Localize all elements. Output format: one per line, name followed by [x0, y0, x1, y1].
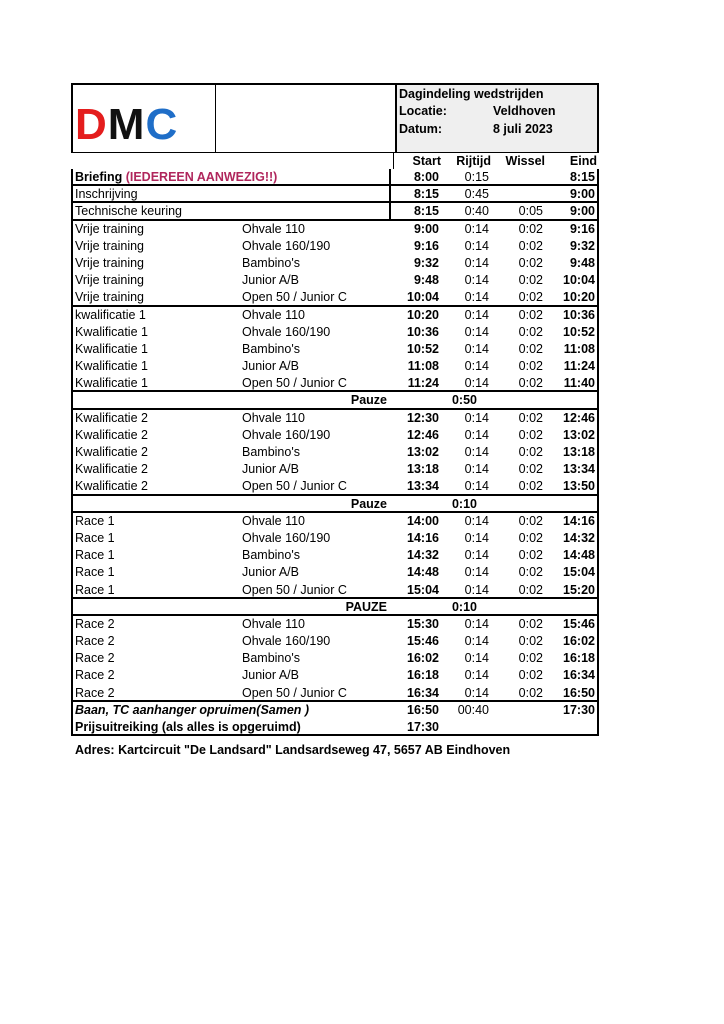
start-time-cell: 13:02: [407, 445, 439, 459]
wissel-cell: 0:02: [518, 221, 543, 236]
logo-letter-m: M: [107, 100, 146, 149]
activity-cell: Kwalificatie 2: [75, 410, 148, 425]
start-time-cell: 14:00: [407, 513, 439, 528]
wissel-cell: 0:05: [518, 204, 543, 219]
wissel-cell: 0:02: [518, 462, 543, 477]
schedule-row: [71, 547, 599, 564]
rijtijd-cell: 0:14: [464, 479, 489, 494]
activity-cell: Kwalificatie 1: [75, 376, 148, 391]
group-cell: Open 50 / Junior C: [242, 582, 347, 597]
schedule-row: [71, 616, 599, 633]
activity-cell: Race 1: [75, 582, 115, 597]
start-time-cell: 9:16: [413, 238, 439, 253]
start-time-cell: 14:32: [407, 548, 439, 563]
schedule-row: [71, 203, 599, 220]
rijtijd-cell: 0:14: [464, 359, 489, 374]
end-time-cell: 9:32: [569, 238, 595, 253]
logo-cell: [73, 85, 215, 152]
end-time-cell: 16:50: [563, 685, 595, 700]
activity-cell: kwalificatie 1: [75, 307, 146, 322]
activity-cell: Kwalificatie 2: [75, 462, 148, 477]
header-blank-cell: [215, 85, 396, 152]
schedule-row: [71, 186, 599, 203]
rijtijd-cell: 0:14: [464, 513, 489, 528]
rijtijd-cell: 0:14: [464, 255, 489, 270]
wissel-cell: 0:02: [518, 238, 543, 253]
column-rijtijd: Rijtijd: [456, 154, 491, 168]
group-cell: Open 50 / Junior C: [242, 685, 347, 700]
schedule-row: [71, 272, 599, 289]
datum-value: 8 juli 2023: [493, 122, 553, 136]
schedule-row: [71, 255, 599, 272]
schedule-row: [71, 358, 599, 375]
wissel-cell: 0:02: [518, 616, 543, 631]
group-cell: Ohvale 160/190: [242, 634, 331, 649]
schedule-row: [71, 410, 599, 427]
schedule-row: [71, 564, 599, 581]
start-time-cell: 14:16: [407, 530, 439, 545]
rijtijd-cell: 0:14: [464, 530, 489, 545]
activity-cell: Vrije training: [75, 238, 145, 253]
group-cell: Ohvale 160/190: [242, 324, 331, 339]
schedule-row: [71, 582, 599, 599]
group-cell: Ohvale 110: [242, 410, 306, 425]
rijtijd-cell: 0:14: [464, 565, 489, 580]
group-cell: Bambino's: [242, 651, 300, 666]
activity-cell: Race 1: [75, 513, 115, 528]
start-time-cell: 14:48: [407, 565, 439, 580]
rijtijd-cell: 0:14: [464, 462, 489, 477]
wissel-cell: 0:02: [518, 565, 543, 580]
wissel-cell: 0:02: [518, 341, 543, 356]
start-time-cell: 13:34: [407, 479, 439, 494]
group-cell: Junior A/B: [242, 462, 299, 477]
activity-cell: Kwalificatie 2: [75, 445, 148, 459]
start-time-cell: 16:34: [407, 685, 439, 700]
end-time-cell: 9:00: [569, 204, 595, 219]
activity-cell: Kwalificatie 1: [75, 359, 148, 374]
activity-cell: Prijsuitreiking (als alles is opgeruimd): [75, 720, 301, 734]
rijtijd-cell: 0:14: [464, 410, 489, 425]
group-cell: Ohvale 160/190: [242, 427, 331, 442]
pause-label: Pauze: [350, 496, 387, 511]
start-time-cell: 11:24: [407, 376, 439, 391]
rijtijd-cell: 0:14: [464, 651, 489, 666]
activity-cell: Vrije training: [75, 273, 145, 288]
schedule-row: [71, 238, 599, 255]
start-time-cell: 8:15: [413, 187, 439, 202]
schedule-header: [71, 83, 599, 153]
pause-duration: 0:10: [451, 496, 477, 511]
wissel-cell: 0:02: [518, 427, 543, 442]
group-cell: Ohvale 110: [242, 616, 306, 631]
end-time-cell: 14:32: [563, 530, 595, 545]
rijtijd-cell: 0:14: [464, 668, 489, 683]
activity-cell: Briefing (IEDEREEN AANWEZIG!!): [75, 170, 278, 184]
activity-cell: Kwalificatie 1: [75, 341, 148, 356]
start-time-cell: 16:18: [407, 668, 439, 683]
column-eind: Eind: [569, 154, 597, 168]
group-cell: Open 50 / Junior C: [242, 290, 347, 305]
group-cell: Bambino's: [242, 255, 300, 270]
activity-cell: Inschrijving: [75, 187, 138, 202]
group-cell: Bambino's: [242, 548, 300, 563]
schedule-row: [71, 324, 599, 341]
start-time-cell: 15:04: [407, 582, 439, 597]
activity-cell: Race 2: [75, 685, 115, 700]
column-header-row: [71, 153, 599, 169]
activity-cell: Baan, TC aanhanger opruimen(Samen ): [75, 702, 310, 717]
schedule-row: [71, 650, 599, 667]
address: Adres: Kartcircuit "De Landsard" Landsardseweg 47, 5657 AB Eindhoven: [75, 743, 511, 757]
wissel-cell: 0:02: [518, 479, 543, 494]
schedule-row: [71, 719, 599, 736]
start-time-cell: 16:02: [407, 651, 439, 666]
start-time-cell: 10:36: [407, 324, 439, 339]
end-time-cell: 10:04: [563, 273, 595, 288]
start-time-cell: 13:18: [407, 462, 439, 477]
schedule-row: [71, 478, 599, 495]
schedule-row: [71, 444, 599, 461]
group-cell: Junior A/B: [242, 359, 299, 374]
logo-letter-d: D: [75, 100, 108, 149]
activity-cell: Race 2: [75, 616, 115, 631]
column-divider: [393, 153, 394, 169]
group-cell: Junior A/B: [242, 273, 299, 288]
schedule-sheet: [71, 83, 599, 736]
activity-cell: Race 2: [75, 668, 115, 683]
end-time-cell: 17:30: [563, 702, 595, 717]
pause-row: [71, 496, 599, 513]
wissel-cell: 0:02: [518, 685, 543, 700]
schedule-row: [71, 633, 599, 650]
start-time-cell: 9:00: [413, 221, 439, 236]
header-info: [395, 85, 597, 152]
wissel-cell: 0:02: [518, 255, 543, 270]
end-time-cell: 9:16: [569, 221, 595, 236]
group-cell: Junior A/B: [242, 565, 299, 580]
activity-cell: Race 1: [75, 530, 115, 545]
end-time-cell: 13:02: [563, 427, 595, 442]
pause-row: [71, 392, 599, 409]
activity-cell: Race 1: [75, 548, 115, 563]
dmc-logo: [75, 100, 179, 149]
schedule-title: Dagindeling wedstrijden: [399, 87, 544, 101]
wissel-cell: 0:02: [518, 445, 543, 459]
wissel-cell: 0:02: [518, 548, 543, 563]
end-time-cell: 16:34: [563, 668, 595, 683]
start-time-cell: 11:08: [407, 359, 439, 374]
rijtijd-cell: 0:14: [464, 616, 489, 631]
end-time-cell: 13:50: [563, 479, 595, 494]
activity-cell: Race 2: [75, 634, 115, 649]
activity-box: [73, 169, 391, 184]
rijtijd-cell: 0:14: [464, 548, 489, 563]
end-time-cell: 10:36: [563, 307, 595, 322]
rijtijd-cell: 0:14: [464, 685, 489, 700]
group-cell: Open 50 / Junior C: [242, 479, 347, 494]
datum-label: Datum:: [399, 122, 443, 136]
attendance-note: (IEDEREEN AANWEZIG!!): [125, 170, 278, 184]
end-time-cell: 12:46: [563, 410, 595, 425]
pause-duration: 0:50: [451, 393, 477, 408]
schedule-row: [71, 685, 599, 702]
rijtijd-cell: 0:14: [464, 582, 489, 597]
activity-cell: Kwalificatie 1: [75, 324, 148, 339]
start-time-cell: 10:52: [407, 341, 439, 356]
end-time-cell: 16:02: [563, 634, 595, 649]
wissel-cell: 0:02: [518, 530, 543, 545]
group-cell: Junior A/B: [242, 668, 299, 683]
rijtijd-cell: 0:14: [464, 324, 489, 339]
rijtijd-cell: 00:40: [457, 702, 489, 717]
wissel-cell: 0:02: [518, 582, 543, 597]
end-time-cell: 13:18: [563, 445, 595, 459]
wissel-cell: 0:02: [518, 376, 543, 391]
end-time-cell: 9:48: [569, 255, 595, 270]
rijtijd-cell: 0:14: [464, 341, 489, 356]
group-cell: Open 50 / Junior C: [242, 376, 347, 391]
rijtijd-cell: 0:14: [464, 238, 489, 253]
column-wissel: Wissel: [505, 154, 545, 168]
group-cell: Ohvale 160/190: [242, 238, 331, 253]
rijtijd-cell: 0:14: [464, 273, 489, 288]
start-time-cell: 16:50: [407, 702, 439, 717]
schedule-row: [71, 221, 599, 238]
end-time-cell: 10:20: [563, 290, 595, 305]
group-cell: Ohvale 160/190: [242, 530, 331, 545]
schedule-row: [71, 289, 599, 306]
wissel-cell: 0:02: [518, 668, 543, 683]
pause-label: Pauze: [350, 393, 387, 408]
pause-duration: 0:10: [451, 599, 477, 614]
wissel-cell: 0:02: [518, 634, 543, 649]
schedule-row: [71, 530, 599, 547]
start-time-cell: 8:15: [413, 204, 439, 219]
schedule-row: [71, 667, 599, 684]
start-time-cell: 10:04: [407, 290, 439, 305]
start-time-cell: 8:00: [413, 170, 439, 184]
wissel-cell: 0:02: [518, 273, 543, 288]
end-time-cell: 11:08: [563, 341, 595, 356]
rijtijd-cell: 0:14: [464, 376, 489, 391]
locatie-value: Veldhoven: [493, 104, 556, 118]
wissel-cell: 0:02: [518, 410, 543, 425]
logo-letter-c: C: [145, 100, 179, 149]
activity-cell: Vrije training: [75, 290, 145, 305]
group-cell: Ohvale 110: [242, 221, 306, 236]
end-time-cell: 11:24: [563, 359, 595, 374]
wissel-cell: 0:02: [518, 359, 543, 374]
activity-cell: Technische keuring: [75, 204, 183, 219]
group-cell: Ohvale 110: [242, 307, 306, 322]
start-time-cell: 15:30: [407, 616, 439, 631]
end-time-cell: 15:20: [563, 582, 595, 597]
group-cell: Bambino's: [242, 341, 300, 356]
rijtijd-cell: 0:45: [464, 187, 489, 202]
schedule-row: [71, 427, 599, 444]
activity-cell: Race 1: [75, 565, 115, 580]
start-time-cell: 12:46: [407, 427, 439, 442]
start-time-cell: 10:20: [407, 307, 439, 322]
activity-cell: Kwalificatie 2: [75, 479, 148, 494]
wissel-cell: 0:02: [518, 324, 543, 339]
schedule-row: [71, 461, 599, 478]
activity-cell: Vrije training: [75, 255, 145, 270]
activity-box: [73, 203, 391, 218]
pause-label: PAUZE: [345, 599, 387, 614]
rijtijd-cell: 0:15: [464, 170, 489, 184]
schedule-row: [71, 702, 599, 719]
end-time-cell: 15:46: [563, 616, 595, 631]
schedule-rows: [71, 169, 599, 736]
wissel-cell: 0:02: [518, 651, 543, 666]
start-time-cell: 15:46: [407, 634, 439, 649]
end-time-cell: 10:52: [563, 324, 595, 339]
end-time-cell: 14:48: [563, 548, 595, 563]
schedule-row: [71, 307, 599, 324]
start-time-cell: 12:30: [407, 410, 439, 425]
activity-cell: Kwalificatie 2: [75, 427, 148, 442]
rijtijd-cell: 0:14: [464, 445, 489, 459]
locatie-label: Locatie:: [399, 104, 447, 118]
schedule-row: [71, 169, 599, 186]
activity-cell: Vrije training: [75, 221, 145, 236]
start-time-cell: 17:30: [407, 720, 439, 734]
start-time-cell: 9:32: [413, 255, 439, 270]
wissel-cell: 0:02: [518, 290, 543, 305]
wissel-cell: 0:02: [518, 307, 543, 322]
rijtijd-cell: 0:14: [464, 221, 489, 236]
rijtijd-cell: 0:14: [464, 307, 489, 322]
schedule-row: [71, 341, 599, 358]
schedule-row: [71, 375, 599, 392]
group-cell: Bambino's: [242, 445, 300, 459]
activity-cell: Race 2: [75, 651, 115, 666]
rijtijd-cell: 0:14: [464, 634, 489, 649]
column-start: Start: [412, 154, 441, 168]
rijtijd-cell: 0:40: [464, 204, 489, 219]
end-time-cell: 13:34: [563, 462, 595, 477]
end-time-cell: 14:16: [563, 513, 595, 528]
rijtijd-cell: 0:14: [464, 427, 489, 442]
pause-row: [71, 599, 599, 616]
start-time-cell: 9:48: [413, 273, 439, 288]
end-time-cell: 9:00: [569, 187, 595, 202]
group-cell: Ohvale 110: [242, 513, 306, 528]
end-time-cell: 8:15: [569, 170, 595, 184]
activity-box: [73, 186, 391, 201]
rijtijd-cell: 0:14: [464, 290, 489, 305]
schedule-row: [71, 513, 599, 530]
end-time-cell: 11:40: [563, 376, 595, 391]
end-time-cell: 15:04: [563, 565, 595, 580]
wissel-cell: 0:02: [518, 513, 543, 528]
end-time-cell: 16:18: [563, 651, 595, 666]
